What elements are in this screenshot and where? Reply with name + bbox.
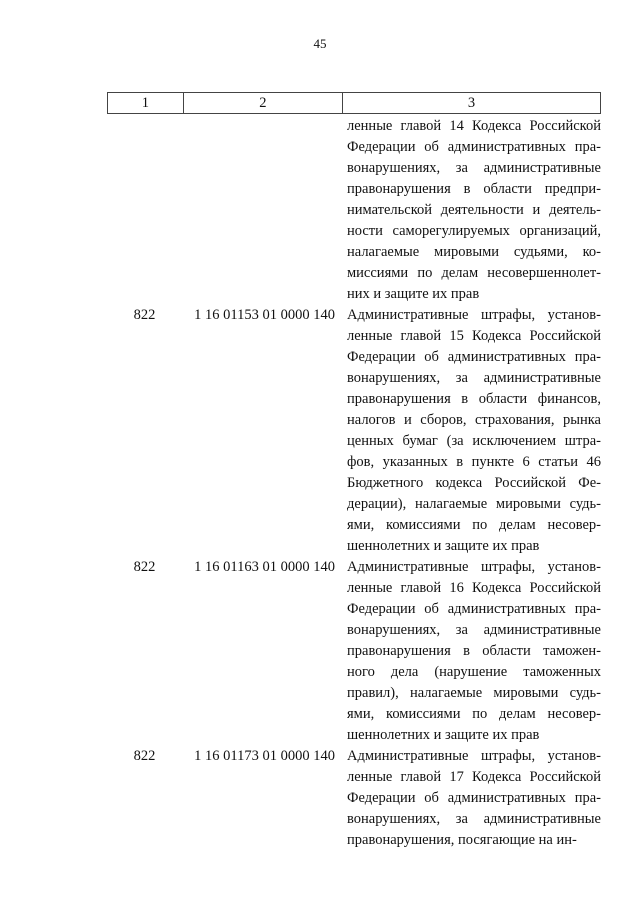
admin-code-cell: 822 [133,748,156,764]
description-line: фов, указанных в пункте 6 статьи 46 [347,454,601,470]
description-line: налогов и сборов, страхования, рынка [347,412,601,428]
page-number: 45 [313,36,327,51]
description-line: Административные штрафы, установ- [347,307,601,323]
budget-classification-code-cell: 1 16 01163 01 0000 140 [194,559,335,575]
description-line: Федерации об административных пра- [347,601,601,617]
header-col-1: 1 [108,93,184,114]
table-body [107,116,601,851]
description-line: миссиями по делам несовершеннолет- [347,265,601,281]
admin-code-cell: 822 [133,307,156,323]
description-line: вонарушениях, за административные [347,622,601,638]
description-cell [341,116,601,305]
header-col-3: 3 [343,93,601,114]
budget-classification-code-cell: 1 16 01153 01 0000 140 [194,307,335,323]
description-line: Федерации об административных пра- [347,349,601,365]
description-line: ями, комиссиями по делам несовер- [347,517,601,533]
description-line: шеннолетних и защите их прав [347,538,540,554]
description-line: Административные штрафы, установ- [347,559,601,575]
description-line: Федерации об административных пра- [347,139,601,155]
table-header [107,92,601,114]
description-line: дерации), налагаемые мировыми судь- [347,496,601,512]
description-cell [341,746,601,851]
description-line: ного дела (нарушение таможенных [347,664,601,680]
description-line: Федерации об административных пра- [347,790,601,806]
description-line: нимательской деятельности и деятель- [347,202,601,218]
description-line: ленные главой 17 Кодекса Российской [347,769,601,785]
description-line: вонарушениях, за административные [347,811,601,827]
description-line: правил), налагаемые мировыми судь- [347,685,601,701]
description-cell [341,305,601,557]
description-line: них и защите их прав [347,286,480,302]
table-row [107,116,601,305]
description-line: вонарушениях, за административные [347,370,601,386]
description-line: вонарушениях, за административные [347,160,601,176]
description-line: ями, комиссиями по делам несовер- [347,706,601,722]
table-row [107,746,601,851]
description-line: Административные штрафы, установ- [347,748,601,764]
description-line: правонарушения в области таможен- [347,643,601,659]
description-line: правонарушения в области финансов, [347,391,601,407]
description-line: шеннолетних и защите их прав [347,727,540,743]
admin-code-cell: 822 [133,559,156,575]
description-line: правонарушения, посягающие на ин- [347,832,577,848]
table-row [107,305,601,557]
budget-classification-code-cell: 1 16 01173 01 0000 140 [194,748,335,764]
budget-classification-code-cell [182,116,341,305]
description-line: ленные главой 15 Кодекса Российской [347,328,601,344]
description-line: правонарушения в области предпри- [347,181,601,197]
description-line: Бюджетного кодекса Российской Фе- [347,475,601,491]
header-col-2: 2 [183,93,342,114]
description-line: налагаемые мировыми судьями, ко- [347,244,601,260]
description-cell [341,557,601,746]
description-line: ленные главой 14 Кодекса Российской [347,118,601,134]
description-line: ности саморегулируемых организаций, [347,223,601,239]
description-line: ценных бумаг (за исключением штра- [347,433,601,449]
admin-code-cell [107,116,182,305]
description-line: ленные главой 16 Кодекса Российской [347,580,601,596]
table-row [107,557,601,746]
